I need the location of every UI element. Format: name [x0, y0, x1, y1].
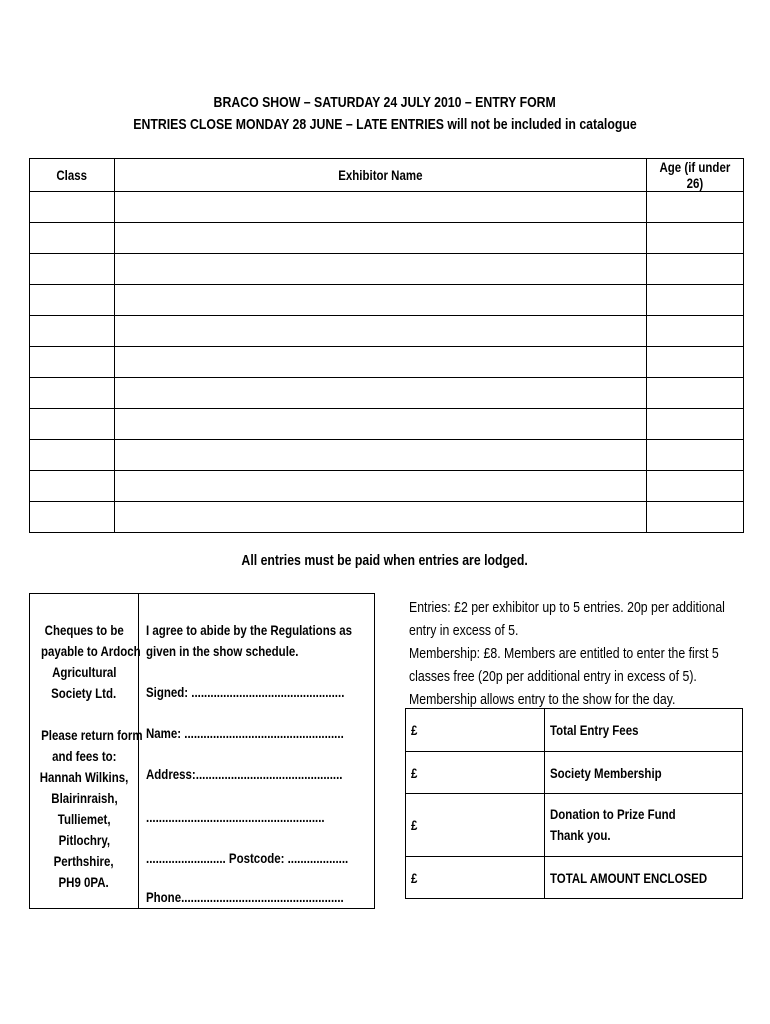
form-subtitle: ENTRIES CLOSE MONDAY 28 JUNE – LATE ENTRIES will not be included in catalogue [133, 116, 637, 133]
membership-amount[interactable]: £ [406, 752, 545, 794]
total-amount-row [406, 857, 743, 899]
age-cell[interactable] [647, 316, 744, 347]
postcode-field[interactable]: ......................... Postcode: ................... [146, 850, 349, 866]
exhibitor-name-cell[interactable] [114, 347, 646, 378]
age-cell[interactable] [647, 440, 744, 471]
table-row [30, 471, 744, 502]
class-cell[interactable] [30, 502, 115, 533]
exhibitor-name-cell[interactable] [114, 502, 646, 533]
column-header-age: Age (if under 26) [647, 159, 744, 192]
class-cell[interactable] [30, 254, 115, 285]
exhibitor-name-cell[interactable] [114, 192, 646, 223]
exhibitor-name-cell[interactable] [114, 285, 646, 316]
donation-amount[interactable]: £ [406, 794, 545, 857]
fees-description: Entries: £2 per exhibitor up to 5 entries. 20p per additional entry in excess of 5. Membership: £8. Members are entitled to enter the first 5 classes free (20p per additional entry in excess of 5). Membership allows entry to the show for the day. [409, 599, 725, 708]
class-cell[interactable] [30, 440, 115, 471]
name-field[interactable]: Name: .................................................. [146, 725, 344, 741]
address-line-2-field[interactable]: ........................................................ [146, 809, 325, 825]
donation-label: Donation to Prize Fund Thank you. [545, 794, 743, 857]
age-cell[interactable] [647, 192, 744, 223]
totals-table [405, 708, 743, 899]
entry-fees-amount[interactable]: £ [406, 709, 545, 752]
payment-notice: All entries must be paid when entries are lodged. [241, 552, 529, 569]
exhibitor-name-cell[interactable] [114, 378, 646, 409]
age-cell[interactable] [647, 409, 744, 440]
table-row [30, 285, 744, 316]
table-row [30, 409, 744, 440]
table-row [30, 378, 744, 409]
class-cell[interactable] [30, 347, 115, 378]
age-cell[interactable] [647, 502, 744, 533]
age-cell[interactable] [647, 254, 744, 285]
total-amount-label: TOTAL AMOUNT ENCLOSED [545, 857, 743, 899]
phone-field[interactable]: Phone................................................... [146, 889, 344, 905]
table-row [30, 440, 744, 471]
age-cell[interactable] [647, 223, 744, 254]
total-entry-fees-row [406, 709, 743, 752]
exhibitor-name-cell[interactable] [114, 409, 646, 440]
entry-fees-label: Total Entry Fees [545, 709, 743, 752]
class-cell[interactable] [30, 285, 115, 316]
return-address: Please return form and fees to: Hannah Wilkins, Blairinraish, Tulliemet, Pitlochry, Perthshire, PH9 0PA. [39, 727, 143, 890]
table-row [30, 254, 744, 285]
column-header-class: Class [30, 159, 115, 192]
table-row [30, 347, 744, 378]
age-cell[interactable] [647, 347, 744, 378]
class-cell[interactable] [30, 409, 115, 440]
class-cell[interactable] [30, 378, 115, 409]
form-title: BRACO SHOW – SATURDAY 24 JULY 2010 – ENTRY FORM [213, 94, 557, 111]
table-row [30, 223, 744, 254]
class-cell[interactable] [30, 471, 115, 502]
class-cell[interactable] [30, 223, 115, 254]
table-row [30, 502, 744, 533]
exhibitor-name-cell[interactable] [114, 223, 646, 254]
class-cell[interactable] [30, 316, 115, 347]
table-row [30, 192, 744, 223]
exhibitor-name-cell[interactable] [114, 316, 646, 347]
exhibitor-name-cell[interactable] [114, 440, 646, 471]
total-amount[interactable]: £ [406, 857, 545, 899]
exhibitor-name-cell[interactable] [114, 254, 646, 285]
membership-label: Society Membership [545, 752, 743, 794]
table-row [30, 316, 744, 347]
age-cell[interactable] [647, 471, 744, 502]
column-header-exhibitor-name: Exhibitor Name [114, 159, 646, 192]
exhibitor-name-cell[interactable] [114, 471, 646, 502]
age-cell[interactable] [647, 285, 744, 316]
society-membership-row [406, 752, 743, 794]
entry-table [29, 158, 744, 533]
address-field[interactable]: Address:.............................................. [146, 766, 343, 782]
signed-field[interactable]: Signed: ................................................ [146, 684, 345, 700]
cheques-note: Cheques to be payable to Ardoch Agricultural Society Ltd. [40, 622, 141, 701]
age-cell[interactable] [647, 378, 744, 409]
donation-row [406, 794, 743, 857]
class-cell[interactable] [30, 192, 115, 223]
agreement-statement: I agree to abide by the Regulations as given in the show schedule. [146, 622, 353, 659]
exhibitor-details-box [29, 593, 375, 909]
